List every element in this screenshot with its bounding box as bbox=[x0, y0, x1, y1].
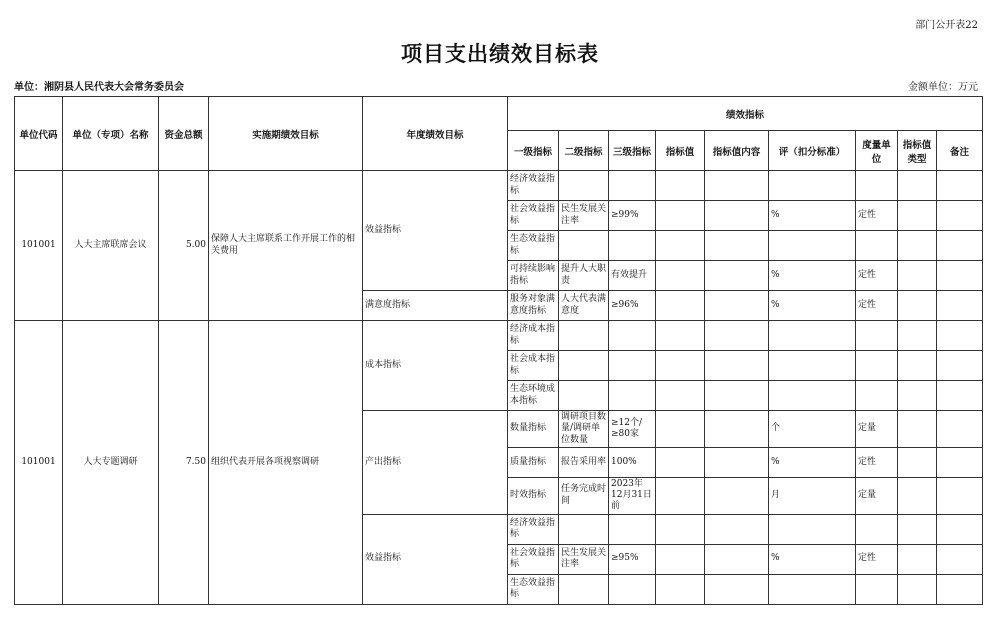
indicator-content bbox=[705, 351, 769, 381]
value-type bbox=[898, 514, 937, 544]
indicator-content bbox=[705, 231, 769, 261]
header-unit-measure: 度量单位 bbox=[856, 131, 898, 171]
remark bbox=[937, 231, 983, 261]
form-number: 部门公开表22 bbox=[915, 20, 978, 31]
period-goal: 组织代表开展各项视察调研 bbox=[209, 321, 363, 605]
indicator-value bbox=[656, 351, 705, 381]
indicator-content bbox=[705, 321, 769, 351]
measure-unit: 定性 bbox=[856, 261, 898, 291]
value-type bbox=[898, 231, 937, 261]
remark bbox=[937, 514, 983, 544]
unit-name: 人大专题调研 bbox=[63, 321, 159, 605]
measure-unit: 定量 bbox=[856, 411, 898, 448]
header-level1: 一级指标 bbox=[508, 131, 559, 171]
level1-indicator: 服务对象满意度指标 bbox=[508, 291, 559, 321]
level1-indicator: 生态环境成本指标 bbox=[508, 381, 559, 411]
indicator-content bbox=[705, 201, 769, 231]
level2-indicator bbox=[559, 514, 609, 544]
indicator-value bbox=[656, 291, 705, 321]
performance-table bbox=[14, 96, 983, 605]
indicator-category: 效益指标 bbox=[363, 171, 508, 291]
scoring-standard: 月 bbox=[769, 477, 856, 514]
value-type bbox=[898, 261, 937, 291]
level2-indicator: 提升人大职责 bbox=[559, 261, 609, 291]
unit-code: 101001 bbox=[15, 171, 63, 321]
level2-indicator bbox=[559, 351, 609, 381]
level2-indicator: 调研项目数量/调研单位数量 bbox=[559, 411, 609, 448]
unit-name: 人大主席联席会议 bbox=[63, 171, 159, 321]
measure-unit bbox=[856, 321, 898, 351]
total-amount: 5.00 bbox=[159, 171, 209, 321]
value-type bbox=[898, 411, 937, 448]
indicator-value bbox=[656, 261, 705, 291]
level1-indicator: 社会效益指标 bbox=[508, 201, 559, 231]
level1-indicator: 社会成本指标 bbox=[508, 351, 559, 381]
remark bbox=[937, 544, 983, 574]
header-perf-indicators: 绩效指标 bbox=[508, 97, 983, 131]
value-type bbox=[898, 477, 937, 514]
level1-indicator: 质量指标 bbox=[508, 447, 559, 477]
header-unit-code: 单位代码 bbox=[15, 97, 63, 171]
value-type bbox=[898, 171, 937, 201]
value-type bbox=[898, 351, 937, 381]
remark bbox=[937, 291, 983, 321]
indicator-value bbox=[656, 477, 705, 514]
page-title: 项目支出绩效目标表 bbox=[401, 41, 599, 66]
remark bbox=[937, 447, 983, 477]
header-total-funds: 资金总额 bbox=[159, 97, 209, 171]
level3-indicator bbox=[609, 514, 656, 544]
level3-indicator: 100% bbox=[609, 447, 656, 477]
level1-indicator: 可持续影响指标 bbox=[508, 261, 559, 291]
remark bbox=[937, 381, 983, 411]
level1-indicator: 数量指标 bbox=[508, 411, 559, 448]
amount-unit-label: 金额单位：万元 bbox=[908, 82, 978, 93]
level1-indicator: 生态效益指标 bbox=[508, 231, 559, 261]
level3-indicator: ≥96% bbox=[609, 291, 656, 321]
level3-indicator bbox=[609, 321, 656, 351]
header-period-goal: 实施期绩效目标 bbox=[209, 97, 363, 171]
level3-indicator: 有效提升 bbox=[609, 261, 656, 291]
value-type bbox=[898, 447, 937, 477]
indicator-category: 成本指标 bbox=[363, 321, 508, 411]
measure-unit: 定性 bbox=[856, 201, 898, 231]
scoring-standard: % bbox=[769, 447, 856, 477]
table-body bbox=[15, 171, 983, 605]
remark bbox=[937, 201, 983, 231]
indicator-value bbox=[656, 447, 705, 477]
table-row bbox=[15, 321, 983, 351]
measure-unit bbox=[856, 351, 898, 381]
value-type bbox=[898, 201, 937, 231]
header-remark: 备注 bbox=[937, 131, 983, 171]
level2-indicator: 任务完成时间 bbox=[559, 477, 609, 514]
indicator-content bbox=[705, 171, 769, 201]
scoring-standard: % bbox=[769, 544, 856, 574]
measure-unit: 定性 bbox=[856, 544, 898, 574]
level2-indicator: 报告采用率 bbox=[559, 447, 609, 477]
level3-indicator: ≥99% bbox=[609, 201, 656, 231]
level2-indicator bbox=[559, 171, 609, 201]
remark bbox=[937, 321, 983, 351]
indicator-content bbox=[705, 447, 769, 477]
level1-indicator: 生态效益指标 bbox=[508, 574, 559, 604]
value-type bbox=[898, 381, 937, 411]
header-scoring: 评（扣分标准） bbox=[769, 131, 856, 171]
level1-indicator: 社会效益指标 bbox=[508, 544, 559, 574]
indicator-content bbox=[705, 544, 769, 574]
indicator-value bbox=[656, 514, 705, 544]
value-type bbox=[898, 321, 937, 351]
indicator-content bbox=[705, 261, 769, 291]
level3-indicator: ≥12个/≥80家 bbox=[609, 411, 656, 448]
unit-code: 101001 bbox=[15, 321, 63, 605]
header-value-type: 指标值类型 bbox=[898, 131, 937, 171]
level2-indicator bbox=[559, 321, 609, 351]
remark bbox=[937, 411, 983, 448]
indicator-content bbox=[705, 381, 769, 411]
level1-indicator: 经济效益指标 bbox=[508, 514, 559, 544]
indicator-value bbox=[656, 411, 705, 448]
indicator-content bbox=[705, 291, 769, 321]
level3-indicator bbox=[609, 171, 656, 201]
total-amount: 7.50 bbox=[159, 321, 209, 605]
measure-unit bbox=[856, 171, 898, 201]
level3-indicator bbox=[609, 574, 656, 604]
measure-unit: 定性 bbox=[856, 291, 898, 321]
remark bbox=[937, 171, 983, 201]
value-type bbox=[898, 574, 937, 604]
indicator-category: 满意度指标 bbox=[363, 291, 508, 321]
indicator-value bbox=[656, 381, 705, 411]
level3-indicator bbox=[609, 381, 656, 411]
level1-indicator: 经济成本指标 bbox=[508, 321, 559, 351]
level1-indicator: 经济效益指标 bbox=[508, 171, 559, 201]
scoring-standard bbox=[769, 381, 856, 411]
indicator-category: 产出指标 bbox=[363, 411, 508, 515]
scoring-standard: 个 bbox=[769, 411, 856, 448]
measure-unit bbox=[856, 381, 898, 411]
header-level3: 三级指标 bbox=[609, 131, 656, 171]
measure-unit: 定量 bbox=[856, 477, 898, 514]
indicator-value bbox=[656, 574, 705, 604]
indicator-content bbox=[705, 514, 769, 544]
scoring-standard: % bbox=[769, 291, 856, 321]
header-level2: 二级指标 bbox=[559, 131, 609, 171]
level2-indicator bbox=[559, 381, 609, 411]
scoring-standard bbox=[769, 171, 856, 201]
level3-indicator bbox=[609, 231, 656, 261]
level3-indicator: ≥95% bbox=[609, 544, 656, 574]
level2-indicator: 民生发展关注率 bbox=[559, 544, 609, 574]
level2-indicator: 民生发展关注率 bbox=[559, 201, 609, 231]
measure-unit bbox=[856, 514, 898, 544]
indicator-value bbox=[656, 171, 705, 201]
level3-indicator bbox=[609, 351, 656, 381]
measure-unit: 定性 bbox=[856, 447, 898, 477]
indicator-value bbox=[656, 321, 705, 351]
table-row bbox=[15, 171, 983, 201]
scoring-standard bbox=[769, 321, 856, 351]
scoring-standard: % bbox=[769, 201, 856, 231]
scoring-standard bbox=[769, 514, 856, 544]
indicator-content bbox=[705, 477, 769, 514]
level2-indicator: 人大代表满意度 bbox=[559, 291, 609, 321]
indicator-content bbox=[705, 411, 769, 448]
indicator-value bbox=[656, 231, 705, 261]
indicator-value bbox=[656, 201, 705, 231]
level2-indicator bbox=[559, 231, 609, 261]
remark bbox=[937, 574, 983, 604]
scoring-standard bbox=[769, 351, 856, 381]
header-value-content: 指标值内容 bbox=[705, 131, 769, 171]
level1-indicator: 时效指标 bbox=[508, 477, 559, 514]
indicator-value bbox=[656, 544, 705, 574]
level3-indicator: 2023年12月31日前 bbox=[609, 477, 656, 514]
level2-indicator bbox=[559, 574, 609, 604]
value-type bbox=[898, 544, 937, 574]
scoring-standard bbox=[769, 231, 856, 261]
header-unit-name: 单位（专项）名称 bbox=[63, 97, 159, 171]
header-value: 指标值 bbox=[656, 131, 705, 171]
indicator-category: 效益指标 bbox=[363, 514, 508, 604]
remark bbox=[937, 351, 983, 381]
remark bbox=[937, 477, 983, 514]
header-annual-goal: 年度绩效目标 bbox=[363, 97, 508, 171]
measure-unit bbox=[856, 574, 898, 604]
value-type bbox=[898, 291, 937, 321]
indicator-content bbox=[705, 574, 769, 604]
remark bbox=[937, 261, 983, 291]
scoring-standard: % bbox=[769, 261, 856, 291]
scoring-standard bbox=[769, 574, 856, 604]
period-goal: 保障人大主席联系工作开展工作的相关费用 bbox=[209, 171, 363, 321]
unit-label: 单位：湘阴县人民代表大会常务委员会 bbox=[14, 82, 184, 93]
measure-unit bbox=[856, 231, 898, 261]
